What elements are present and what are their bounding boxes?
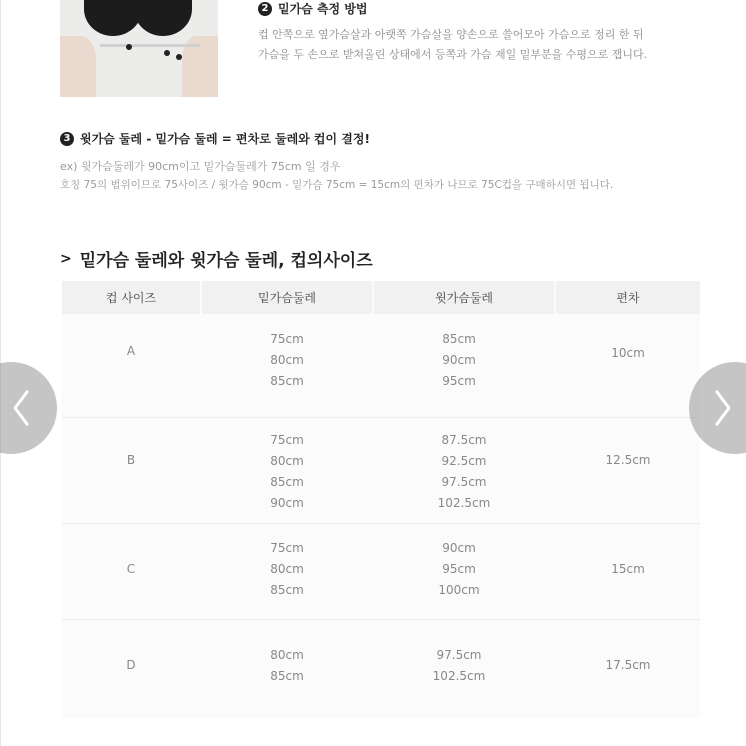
under-value: 80cm (270, 562, 304, 576)
over-value: 102.5cm (432, 669, 486, 683)
under-value: 85cm (270, 583, 304, 597)
over-value: 97.5cm (441, 475, 487, 489)
over-value: 87.5cm (441, 433, 487, 447)
over-value: 85cm (442, 332, 476, 346)
under-value: 85cm (270, 669, 304, 683)
over-value: 102.5cm (437, 496, 491, 510)
under-value: 75cm (270, 433, 304, 447)
under-bust-cell (202, 430, 372, 514)
under-bust-cell (202, 329, 372, 392)
over-bust-cell (374, 329, 544, 392)
section-title (60, 246, 373, 271)
table-row (62, 620, 700, 718)
over-bust-cell (374, 430, 554, 514)
header-cup-size: 컵 사이즈 (62, 281, 200, 314)
under-value: 80cm (270, 353, 304, 367)
cup-cell: A (126, 344, 136, 358)
under-value: 85cm (270, 374, 304, 388)
step3-line-1: ex) 윗가슴둘레가 90cm이고 밑가슴둘레가 75cm 일 경우 (60, 160, 341, 173)
difference-cell: 15cm (611, 562, 645, 576)
over-bust-cell (374, 645, 544, 687)
size-table (62, 281, 700, 718)
over-value: 90cm (442, 353, 476, 367)
under-value: 80cm (270, 454, 304, 468)
cup-cell: B (126, 453, 136, 467)
over-value: 95cm (442, 562, 476, 576)
chevron-right-icon (689, 362, 746, 454)
step3-title: 윗가슴 둘레 - 밑가슴 둘레 = 편차로 둘레와 컵이 결정! (80, 132, 370, 146)
under-value: 75cm (270, 541, 304, 555)
table-row (62, 418, 700, 522)
step3-heading (60, 130, 370, 147)
difference-cell: 12.5cm (605, 453, 651, 467)
over-value: 100cm (438, 583, 480, 597)
header-difference: 편차 (556, 281, 700, 314)
header-over-bust: 윗가슴둘레 (374, 281, 554, 314)
over-value: 90cm (442, 541, 476, 555)
chevron-left-icon (0, 362, 57, 454)
over-value: 97.5cm (436, 648, 482, 662)
cup-cell: C (126, 562, 136, 576)
step2-line-2: 가슴을 두 손으로 받쳐올린 상태에서 등쪽과 가슴 제일 밑부분을 수평으로 잽니다. (258, 48, 648, 61)
section-title-text: 밑가슴 둘레와 윗가슴 둘레, 컵의사이즈 (79, 251, 373, 271)
step3-number: 3 (60, 132, 74, 146)
header-under-bust: 밑가슴둘레 (202, 281, 372, 314)
measurement-photo (60, 0, 218, 97)
section-arrow: > (60, 250, 72, 267)
difference-cell: 10cm (611, 346, 645, 360)
cup-cell: D (126, 658, 136, 672)
step2-heading (258, 0, 368, 17)
step3-line-2: 호칭 75의 범위이므로 75사이즈 / 윗가슴 90cm - 밑가슴 75cm = 15cm의 편차가 나므로 75C컵을 구매하시면 됩니다. (60, 179, 614, 191)
under-value: 75cm (270, 332, 304, 346)
step2-title: 밑가슴 측정 방법 (278, 2, 368, 16)
over-bust-cell (374, 538, 544, 601)
prev-button[interactable] (0, 362, 57, 454)
step2-number: 2 (258, 2, 272, 16)
next-button[interactable] (689, 362, 746, 454)
table-row (62, 314, 700, 417)
table-row (62, 524, 700, 619)
table-header (62, 281, 700, 314)
under-bust-cell (202, 538, 372, 601)
under-bust-cell (202, 645, 372, 687)
over-value: 92.5cm (441, 454, 487, 468)
step2-line-1: 컵 안쪽으로 옆가슴살과 아랫쪽 가슴살을 양손으로 쓸어모아 가슴으로 정리 한 뒤 (258, 28, 644, 41)
under-value: 90cm (270, 496, 304, 510)
difference-cell: 17.5cm (605, 658, 651, 672)
under-value: 80cm (270, 648, 304, 662)
under-value: 85cm (270, 475, 304, 489)
over-value: 95cm (442, 374, 476, 388)
